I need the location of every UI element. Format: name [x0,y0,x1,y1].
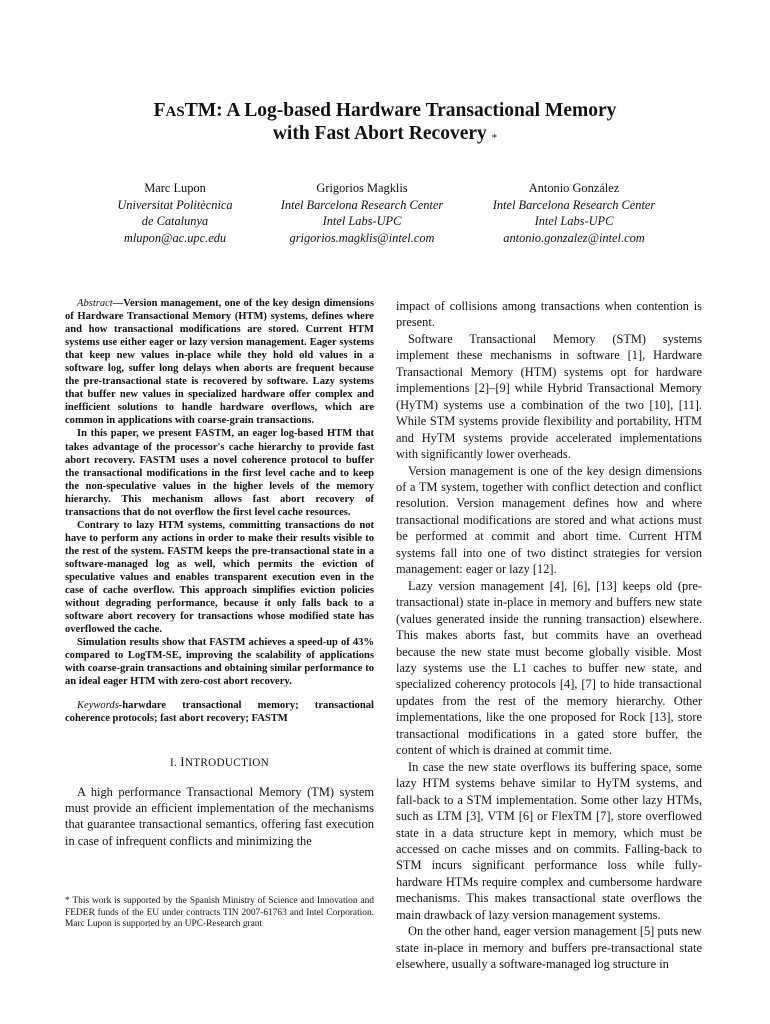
intro-paragraph: A high performance Transactional Memory (TM) system must provide an efficient implementation of the mechanisms that guarantee transactional semantics, offering fast execution in case of infrequent conflicts and minimizing the [65,784,374,848]
abstract-paragraph: Abstract—Version management, one of the key design dimensions of Hardware Transactional Memory (HTM) systems, defines where and how transactional modifications are stored. Current HTM systems use either eager or lazy version management. Eager systems that keep new values in-place while they hold old values in a software log, suffer long delays when aborts are frequent because the pre-transactional state is recovered by software. Lazy systems that buffer new values in specialized hardware offer complex and inefficient solutions to handle hardware overflows, which are common in applications with coarse-grain transactions. [65,298,374,427]
title-footnote-mark: * [491,132,498,144]
author-affiliation: Universitat Politècnica [117,197,233,212]
body-paragraph: Version management is one of the key design dimensions of a TM system, together with conflict detection and conflict resolution. Version management defines how and where transactional modifications are stored and what actions must be performed at commit and abort time. Current HTM systems fall into one of two distinct strategies for version management: eager or lazy [12]. [396,463,702,577]
footnote: * This work is supported by the Spanish Ministry of Science and Innovation and FEDER funds of the EU under contracts TIN 2007-61763 and Intel Corporation. Marc Lupon is supported by an UPC-Research grant [65,896,374,930]
body-paragraph: impact of collisions among transactions when contention is present. [396,299,702,330]
author-email: antonio.gonzalez@intel.com [503,230,645,245]
keywords-label: Keywords [77,700,119,712]
body-paragraph: In case the new state overflows its buffering space, some lazy HTM systems behave similar to HyTM systems, and fall-back to a STM implementation. Some other lazy HTMs, such as LTM [3], VTM [6] or FlexTM [7], store overflowed state in a data structure kept in memory, which must be accessed on cache misses and on commits. Falling-back to STM incurs significant performance loss while fully-hardware HTMs require complex and cumbersome hardware mechanisms. This makes transactional state overflows the main drawback of lazy version management systems. [396,759,702,922]
author-affiliation: Intel Labs-UPC [534,214,614,228]
keywords: Keywords-harwdare transactional memory; transactional coherence protocols; fast abort recovery; FASTM [65,700,374,725]
section-heading-introduction: I. INTRODUCTION [170,753,269,769]
author-name: Marc Lupon [144,181,206,195]
author-affiliation: Intel Labs-UPC [322,214,402,228]
paper-title [0,100,770,149]
author-block-2 [262,180,462,246]
abstract-paragraph: Simulation results show that FASTM achieves a speed-up of 43% compared to LogTM-SE, improving the scalability of applications with coarse-grain transactions and obtaining similar performance to an ideal eager HTM with zero-cost abort recovery. [65,637,374,688]
body-paragraph: Lazy version management [4], [6], [13] keeps old (pre-transactional) state in-place in memory and buffers new state (values generated inside the running transaction) elsewhere. This makes aborts fast, but commits have an overhead because the new state must become globally visible. Most lazy systems use the L1 caches to buffer new state, and specialized coherency protocols [4], [7] to hide transactional updates from the rest of the memory hierarchy. Other implementations, like the one proposed for Rock [13], store transactional modifications in a gated store buffer, the content of which is drained at commit time. [396,578,702,758]
author-name: Grigorios Magklis [316,181,408,195]
body-paragraph: On the other hand, eager version management [5] puts new state in-place in memory and buffers pre-transactional state elsewhere, usually a software-managed log structure in [396,924,702,972]
abstract-paragraph: Contrary to lazy HTM systems, committing transactions do not have to perform any actions in order to make their results visible to the rest of the system. FASTM keeps the pre-transactional state in a software-managed log as well, which permits the eviction of speculative values and enables transparent execution even in the case of cache overflow. This approach simplifies eviction policies without degrading performance, because it only falls back to a software abort recovery for transactions whose modified state has overflowed the cache. [65,519,374,636]
author-email: mlupon@ac.upc.edu [123,230,227,245]
title-line-2: with Fast Abort Recovery * [272,123,498,144]
author-affiliation: de Catalunya [141,214,209,228]
abstract-label: Abstract [77,298,113,309]
author-affiliation: Intel Barcelona Research Center [492,197,656,212]
author-block-3 [474,180,674,246]
author-affiliation: Intel Barcelona Research Center [280,197,444,212]
right-column [396,298,702,973]
abstract-paragraph: In this paper, we present FASTM, an eager log-based HTM that takes advantage of the processor's cache hierarchy to provide fast abort recovery. FASTM uses a novel coherence protocol to buffer the transactional modifications in the first level cache and to keep the non-speculative values in the higher levels of the memory hierarchy. This mechanism allows fast abort recovery of transactions that do not overflow the first level cache resources. [65,428,374,518]
body-paragraph: Software Transactional Memory (STM) systems implement these mechanisms in software [1], Hardware Transactional Memory (HTM) systems opt for hardware implementions [2]–[9] while Hybrid Transactional Memory (HyTM) systems use a combination of the two [10], [11]. While STM systems provide flexibility and portability, HTM and HyTM systems provide accelerated implementations with significantly lower overheads. [396,331,702,462]
author-block-1 [95,180,255,246]
author-name: Antonio González [528,181,620,195]
abstract [65,297,374,688]
left-column [65,297,374,849]
title-line-1: FASTM: A Log-based Hardware Transactional Memory [153,100,617,121]
author-email: grigorios.magklis@intel.com [289,230,435,245]
